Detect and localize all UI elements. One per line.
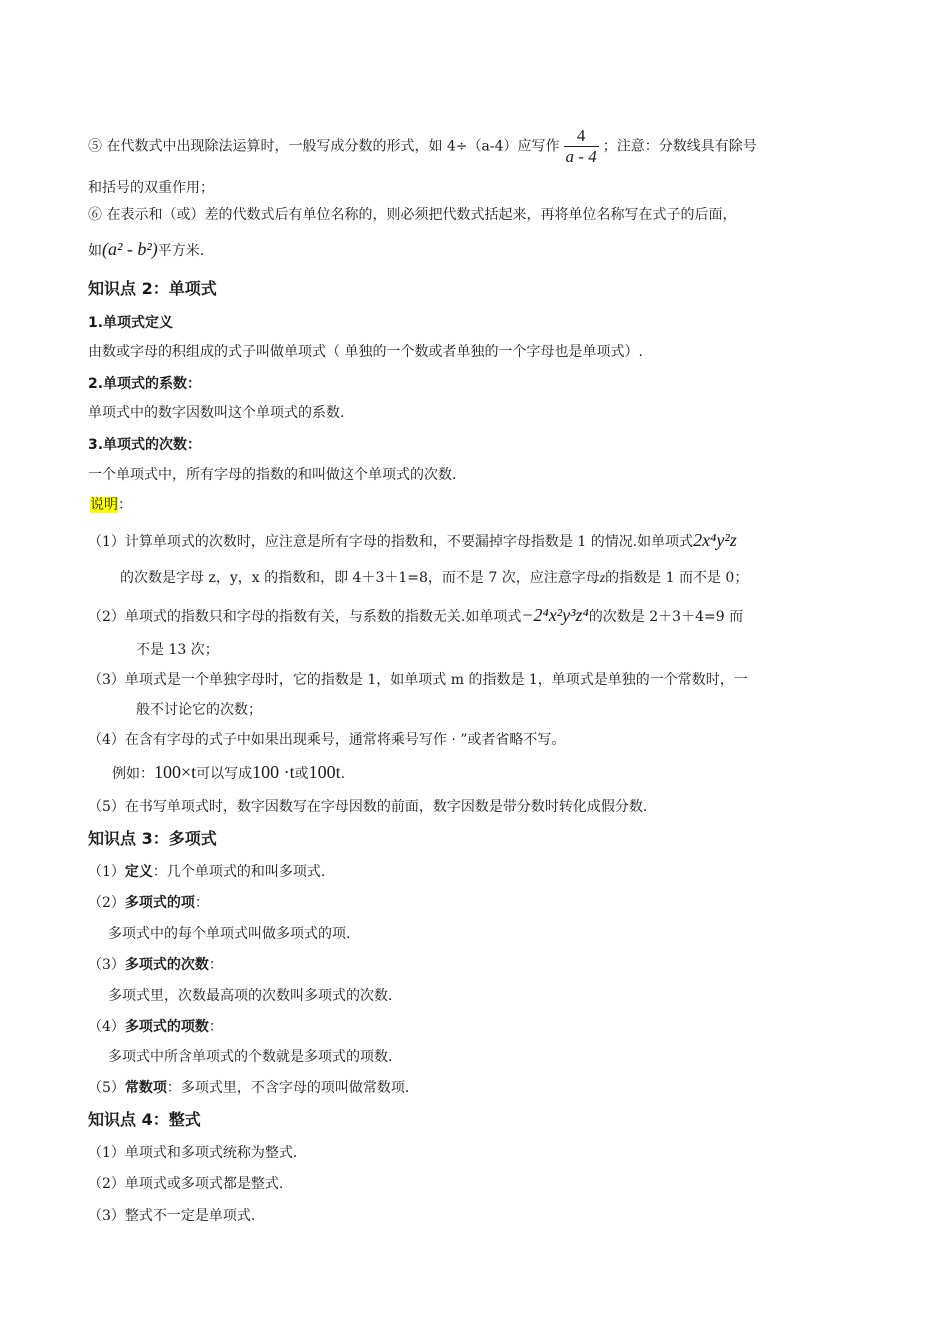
kp3-d1-text: ：几个单项式的和叫多项式. xyxy=(152,864,326,880)
kp2-item-1-line-1 xyxy=(88,530,737,552)
kp3-d4-colon: ： xyxy=(208,1019,223,1035)
kp2-s2-title: 2.单项式的系数： xyxy=(88,376,202,392)
math-100-times-t: 100×t xyxy=(154,762,197,782)
item-2-text-a: （2）单项式的指数只和字母的指数有关，与系数的指数无关.如单项式 xyxy=(88,609,522,625)
fraction-denominator: a - 4 xyxy=(565,147,597,166)
kp2-s2-text: 单项式中的数字因数叫这个单项式的系数. xyxy=(88,405,345,421)
math-2x4y2z: 2x⁴y²z xyxy=(693,530,737,550)
kp4-heading: 知识点 4：整式 xyxy=(88,1110,201,1129)
math-100-dot-t: 100 ·t xyxy=(252,762,295,782)
item-1-text-c: 的指数是 1 而不是 0； xyxy=(605,570,749,586)
kp3-d3-colon: ： xyxy=(208,957,223,973)
math-a2-minus-b2: (a² - b²) xyxy=(102,239,158,259)
kp2-s1-text: 由数或字母的积组成的式子叫做单项式（ 单独的一个数或者单独的一个字母也是单项式）. xyxy=(88,344,643,360)
note-5-text-a: ⑤ 在代数式中出现除法运算时，一般写成分数的形式，如 4÷（a-4）应写作 xyxy=(88,138,560,155)
kp2-heading: 知识点 2：单项式 xyxy=(88,279,217,298)
kp3-d3-label: 多项式的次数 xyxy=(124,957,209,973)
kp2-item-2-line-2: 不是 13 次； xyxy=(136,642,219,658)
kp3-def-3-text: 多项式里，次数最高项的次数叫多项式的次数. xyxy=(108,988,393,1004)
example-end: . xyxy=(340,766,346,782)
fraction-4-over-a-minus-4 xyxy=(564,126,599,167)
kp2-s3-title: 3.单项式的次数： xyxy=(88,437,202,453)
kp4-point-1: （1）单项式和多项式统称为整式. xyxy=(88,1145,298,1161)
kp2-item-3-line-1: （3）单项式是一个单独字母时，它的指数是 1，如单项式 m 的指数是 1，单项式是单独的一个常数时，一 xyxy=(88,672,748,688)
note-label: 说明 xyxy=(90,497,118,513)
fraction-numerator: 4 xyxy=(576,126,586,145)
kp3-def-4-title xyxy=(88,1017,223,1037)
kp2-item-4-line-2 xyxy=(112,762,345,784)
note-colon: ： xyxy=(118,497,132,513)
kp3-d3-num: （3） xyxy=(88,957,125,973)
note-label-line xyxy=(90,495,132,515)
kp3-d2-num: （2） xyxy=(88,895,125,911)
kp3-heading: 知识点 3：多项式 xyxy=(88,829,217,848)
kp2-item-2-line-1 xyxy=(88,605,743,627)
kp3-d1-num: （1） xyxy=(88,864,125,880)
note-5-line-2: 和括号的双重作用； xyxy=(88,180,214,196)
example-mid-1: 可以写成 xyxy=(196,766,253,782)
kp3-d5-label: 常数项 xyxy=(124,1080,167,1096)
math-100t: 100t xyxy=(308,762,341,782)
kp3-d5-num: （5） xyxy=(88,1080,125,1096)
example-mid-2: 或 xyxy=(294,766,309,782)
kp2-item-5: （5）在书写单项式时，数字因数写在字母因数的前面，数字因数是带分数时转化成假分数. xyxy=(88,799,648,815)
kp3-def-1 xyxy=(88,862,325,882)
note-5-text-b: ；注意：分数线具有除号 xyxy=(602,138,757,155)
kp3-d1-label: 定义 xyxy=(124,864,153,880)
kp4-point-2: （2）单项式或多项式都是整式. xyxy=(88,1176,284,1192)
kp3-d4-label: 多项式的项数 xyxy=(124,1019,209,1035)
math-neg-2-4-x2y3z4: −2⁴x²y³z⁴ xyxy=(521,605,589,625)
kp3-d5-text: ：多项式里，不含字母的项叫做常数项. xyxy=(166,1080,410,1096)
example-prefix: 例如： xyxy=(112,766,154,782)
item-1-text-b: 的次数是字母 z，y，x 的指数和，即 4＋3＋1=8，而不是 7 次，应注意字母 xyxy=(120,570,600,586)
note-5-line-1 xyxy=(88,126,757,167)
item-1-text-a: （1）计算单项式的次数时，应注意是所有字母的指数和，不要漏掉字母指数是 1 的情况.如单项式 xyxy=(88,534,694,550)
kp3-def-5 xyxy=(88,1078,409,1098)
kp3-d2-colon: ： xyxy=(194,895,209,911)
kp3-def-4-text: 多项式中所含单项式的个数就是多项式的项数. xyxy=(108,1049,393,1065)
kp2-item-3-line-2: 般不讨论它的次数； xyxy=(136,702,262,718)
note-6-prefix: 如 xyxy=(88,243,102,259)
kp2-s1-title: 1.单项式定义 xyxy=(88,315,174,331)
note-6-suffix: 平方米. xyxy=(157,243,205,259)
kp4-point-3: （3）整式不一定是单项式. xyxy=(88,1208,256,1224)
kp3-def-2-title xyxy=(88,893,209,913)
kp3-def-2-text: 多项式中的每个单项式叫做多项式的项. xyxy=(108,926,351,942)
note-6-line-2 xyxy=(88,239,204,261)
kp3-def-3-title xyxy=(88,955,223,975)
note-6-line-1: ⑥ 在表示和（或）差的代数式后有单位名称的，则必须把代数式括起来，再将单位名称写在式子的后面， xyxy=(88,207,737,223)
math-z: z xyxy=(599,571,606,586)
item-2-text-b: 的次数是 2＋3＋4=9 而 xyxy=(588,609,744,625)
kp2-s3-text: 一个单项式中，所有字母的指数的和叫做这个单项式的次数. xyxy=(88,467,457,483)
kp3-d4-num: （4） xyxy=(88,1019,125,1035)
kp3-d2-label: 多项式的项 xyxy=(124,895,195,911)
kp2-item-4-line-1: （4）在含有字母的式子中如果出现乘号，通常将乘号写作 · ”或者省略不写。 xyxy=(88,732,566,748)
kp2-item-1-line-2 xyxy=(120,568,748,589)
